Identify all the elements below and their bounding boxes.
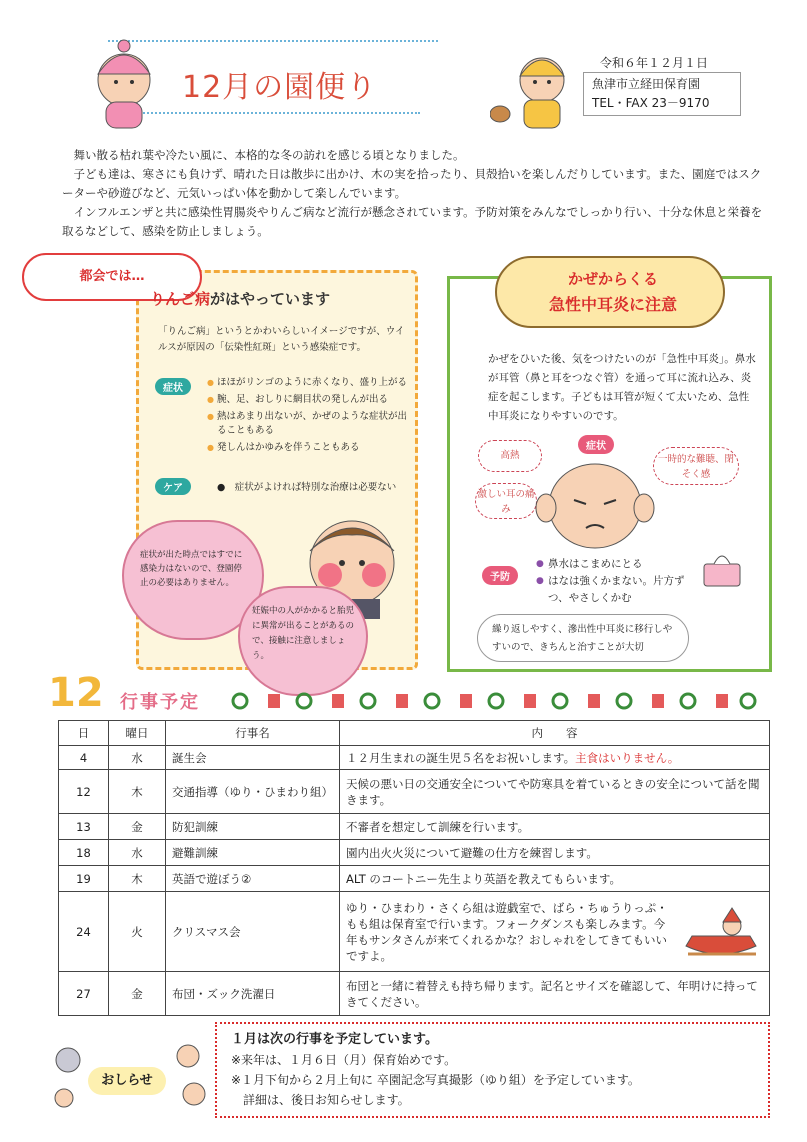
school-info-box xyxy=(583,72,741,116)
school-tel: TEL・FAX 23－9170 xyxy=(592,96,710,110)
boy-and-dog-illustration xyxy=(490,40,586,130)
cell-weekday: 木 xyxy=(109,770,166,814)
table-row xyxy=(59,770,770,814)
detail-text: １２月生まれの誕生児５名をお祝いします。 xyxy=(346,750,576,765)
list-item: ● 熱はあまり出ないが、かぜのような症状が出ることもある xyxy=(207,410,407,438)
cell-detail: 布団と一緒に着替えも持ち帰ります。記名とサイズを確認して、年明けに持ってきてください。 xyxy=(340,972,770,1016)
notice-box xyxy=(215,1022,770,1118)
speech-bubble: 都会では… xyxy=(22,253,202,301)
cell-detail: 園内出火火災について避難の仕方を練習します。 xyxy=(340,840,770,866)
christmas-garland xyxy=(228,690,758,712)
cell-weekday: 水 xyxy=(109,840,166,866)
school-name: 魚津市立経田保育園 xyxy=(592,77,701,91)
otitis-heading-line2: 急性中耳炎に注意 xyxy=(548,295,677,314)
otitis-heading-line1: かぜからくる xyxy=(567,270,658,288)
col-header-weekday: 曜日 xyxy=(109,721,166,746)
ringo-care-text: ● 症状がよければ特別な治療は必要ない xyxy=(217,482,397,493)
symptom-tag: 症状 xyxy=(155,378,191,395)
page-title: 12月の園便り xyxy=(182,70,378,105)
prevention-tag: 予防 xyxy=(482,566,518,585)
cell-event: 避難訓練 xyxy=(166,840,340,866)
list-item: ● はなは強くかまない。片方ずつ、やさしくかむ xyxy=(536,573,686,607)
symptom-cloud: 激しい耳の痛み xyxy=(475,483,537,519)
cell-detail: ALT のコートニー先生より英語を教えてもらいます。 xyxy=(340,866,770,892)
cell-event: 誕生会 xyxy=(166,746,340,770)
cell-detail: ゆり・ひまわり・さくら組は遊戯室で、ばら・ちゅうりっぷ・もも組は保育室で行います。フォークダンスも楽しみます。今年もサンタさんが来てくれるかな？おしゃれをしてきてもいいですよ。 xyxy=(340,892,770,972)
cell-weekday: 金 xyxy=(109,972,166,1016)
cell-day: 24 xyxy=(59,892,109,972)
cell-event: 布団・ズック洗濯日 xyxy=(166,972,340,1016)
notice-heading: １月は次の行事を予定しています。 xyxy=(231,1032,438,1047)
sick-child-face-illustration xyxy=(530,450,660,554)
intro-paragraph: 子ども達は、寒さにも負けず、晴れた日は散歩に出かけ、木の実を拾ったり、貝殻拾いを楽しんだりしています。また、園庭ではスクーターや砂遊びなど、元気いっぱい体を動かして楽しんでいます。 xyxy=(62,167,762,200)
girl-illustration xyxy=(72,30,182,130)
cell-event: 防犯訓練 xyxy=(166,814,340,840)
cell-event: 英語で遊ぼう② xyxy=(166,866,340,892)
cell-event: クリスマス会 xyxy=(166,892,340,972)
care-tag: ケア xyxy=(155,478,191,495)
notice-line: 詳細は、後日お知らせします。 xyxy=(231,1093,410,1107)
cell-weekday: 木 xyxy=(109,866,166,892)
col-header-day: 日 xyxy=(59,721,109,746)
symptom-cloud: 一時的な難聴、閉そく感 xyxy=(653,447,739,485)
ringo-symptom-list xyxy=(207,376,407,458)
col-header-event: 行事名 xyxy=(166,721,340,746)
cell-day: 13 xyxy=(59,814,109,840)
cell-weekday: 金 xyxy=(109,814,166,840)
table-header-row xyxy=(59,721,770,746)
intro-text xyxy=(62,146,772,241)
otitis-symptom-tag: 症状 xyxy=(578,435,614,454)
schedule-table xyxy=(58,720,770,1016)
cell-day: 12 xyxy=(59,770,109,814)
cell-weekday: 水 xyxy=(109,746,166,770)
table-row xyxy=(59,746,770,770)
cell-weekday: 火 xyxy=(109,892,166,972)
cell-day: 18 xyxy=(59,840,109,866)
notice-label: おしらせ xyxy=(88,1067,166,1095)
notice-line: ※来年は、１月６日（月）保育始めです。 xyxy=(231,1053,457,1067)
list-item: ● 腕、足、おしりに網目状の発しんが出る xyxy=(207,393,407,407)
list-item: ● 発しんはかゆみを伴うこともある xyxy=(207,441,407,455)
snowflake-garland xyxy=(140,112,420,114)
table-row xyxy=(59,892,770,972)
schedule-title: 行事予定 xyxy=(120,692,200,713)
otitis-description: かぜをひいた後、気をつけたいのが「急性中耳炎」。鼻水が耳管（鼻と耳をつなぐ管）を通って耳に流れ込み、炎症を起こします。子どもは耳管が短くて太いため、急性中耳炎になりやすいのです。 xyxy=(488,353,756,422)
ringo-heading-rest: がはやっています xyxy=(210,290,331,308)
list-item: ● 鼻水はこまめにとる xyxy=(536,556,686,573)
cell-event: 交通指導（ゆり・ひまわり組） xyxy=(166,770,340,814)
notice-line: ※１月下旬から２月上旬に 卒園記念写真撮影（ゆり組）を予定しています。 xyxy=(231,1073,640,1087)
table-row xyxy=(59,840,770,866)
symptom-cloud: 高熱 xyxy=(478,440,542,472)
list-item: ● ほほがリンゴのように赤くなり、盛り上がる xyxy=(207,376,407,390)
table-row xyxy=(59,866,770,892)
cell-detail: 天候の悪い日の交通安全についてや防寒具を着ているときの安全について話を聞きます。 xyxy=(340,770,770,814)
apple-note-1-text: 症状が出た時点ではすでに感染力はないので、登園停止の必要はありません。 xyxy=(140,550,243,588)
otitis-note: 繰り返しやすく、滲出性中耳炎に移行しやすいので、きちんと治すことが大切 xyxy=(477,614,689,662)
detail-highlight: 主食はいりません。 xyxy=(575,750,680,765)
month-number: 12 xyxy=(48,670,104,716)
table-row xyxy=(59,814,770,840)
cell-detail: 不審者を想定して訓練を行います。 xyxy=(340,814,770,840)
prevention-list xyxy=(536,556,686,607)
ringo-heading xyxy=(150,288,330,309)
cell-day: 19 xyxy=(59,866,109,892)
ringo-description: 「りんご病」というとかわいらしいイメージですが、ウイルスが原因の「伝染性紅斑」という感染症です。 xyxy=(158,326,405,353)
santa-sleigh-illustration xyxy=(680,906,762,964)
intro-paragraph: 舞い散る枯れ葉や冷たい風に、本格的な冬の訪れを感じる頃となりました。 xyxy=(62,148,465,162)
cell-day: 4 xyxy=(59,746,109,770)
intro-paragraph: インフルエンザと共に感染性胃腸炎やりんご病など流行が懸念されています。予防対策をみんなでしっかり行い、十分な休息と栄養を取るなどして、感染を防止しましょう。 xyxy=(62,205,763,238)
cell-detail xyxy=(340,746,770,770)
tissue-box-icon xyxy=(700,548,744,590)
cell-day: 27 xyxy=(59,972,109,1016)
ringo-heading-highlight: りんご病 xyxy=(150,290,211,308)
col-header-detail: 内 容 xyxy=(340,721,770,746)
table-row xyxy=(59,972,770,1016)
issue-date: 令和６年１２月１日 xyxy=(600,56,709,70)
apple-note-2-text: 妊娠中の人がかかると胎児に異常が出ることがあるので、接触に注意しましょう。 xyxy=(252,606,355,661)
